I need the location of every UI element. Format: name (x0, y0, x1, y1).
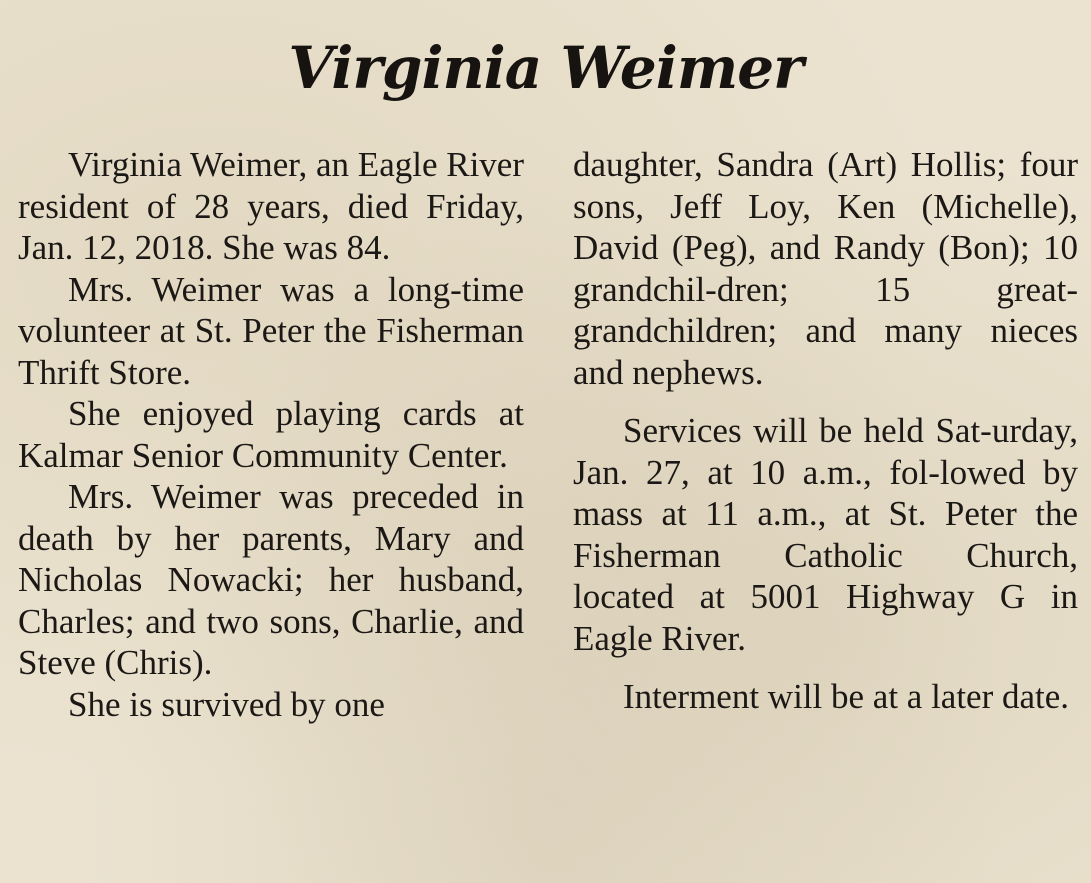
paragraph-interment: Interment will be at a later date. (623, 677, 1070, 716)
paragraph-hobbies: She enjoyed playing cards at Kalmar Senior Community Center. (18, 394, 524, 475)
paragraph-volunteer: Mrs. Weimer was a long-time volunteer at St. Peter the Fisherman Thrift Store. (18, 269, 524, 392)
paragraph-services: Services will be held Sat-urday, Jan. 27, at 10 a.m., fol-lowed by mass at 11 a.m., at St. Peter the Fisherman Catholic Church, located at 5001 Highway G in Eagle River. (573, 411, 1078, 658)
paragraph-intro: Virginia Weimer, an Eagle River resident of 28 years, died Friday, Jan. 12, 2018. She was 84. (18, 145, 524, 267)
left-column (18, 144, 524, 725)
obituary-title: Virginia Weimer (288, 34, 803, 102)
paragraph-survived-continued: daughter, Sandra (Art) Hollis; four sons, Jeff Loy, Ken (Michelle), David (Peg), and Randy (Bon); 10 grandchil-dren; 15 great-grandchildren; and many nieces and nephews. (573, 145, 1078, 392)
right-column (573, 144, 1078, 718)
paragraph-survived-start: She is survived by one (68, 684, 385, 724)
paragraph-preceded: Mrs. Weimer was preceded in death by her parents, Mary and Nicholas Nowacki; her husband, Charles; and two sons, Charlie, and Steve (Chris). (18, 477, 524, 682)
